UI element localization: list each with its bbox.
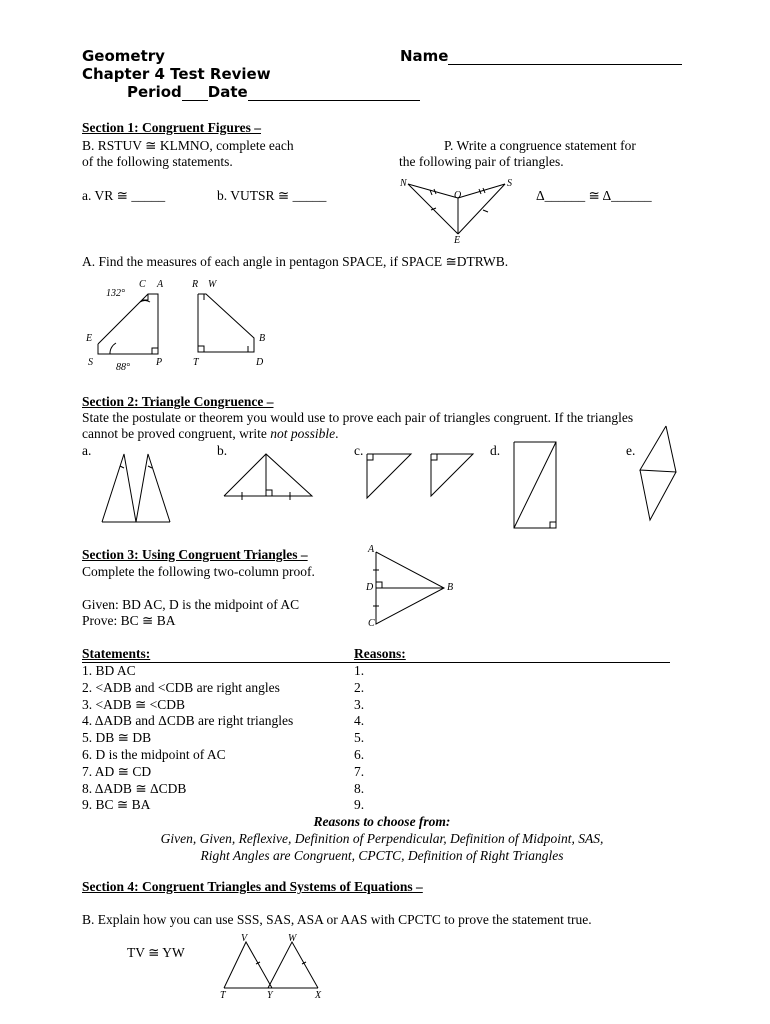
s2-instr-line2-c: . (335, 426, 339, 441)
pentagon-angle-88: 88° (116, 362, 130, 373)
pentagon-label-p: P (156, 357, 163, 368)
reason-1[interactable]: 1. (354, 663, 365, 678)
figure-s2-c (365, 452, 475, 502)
statements-header: Statements: (82, 646, 354, 663)
reason-5[interactable]: 5. (354, 730, 365, 746)
pentagon2-label-w: W (208, 279, 217, 290)
s4-label-v: V (241, 933, 248, 944)
section1-title: Section 1: Congruent Figures – (82, 120, 261, 135)
statement-5: 5. DB ≅ DB (82, 730, 152, 746)
s3-prove: Prove: BC ≅ BA (82, 613, 176, 628)
s2-instr-line2-a: cannot be proved congruent, write (82, 426, 271, 441)
reason-2[interactable]: 2. (354, 679, 365, 695)
pentagon2-label-t: T (193, 357, 199, 368)
s2-label-d: d. (490, 443, 501, 458)
s3-label-b: B (447, 582, 454, 593)
pentagon-label-c: C (139, 279, 146, 290)
statement-1: 1. BD AC (82, 663, 136, 678)
s3-label-a: A (368, 544, 375, 555)
reason-8[interactable]: 8. (354, 780, 365, 796)
statement-4: 4. ΔADB and ΔCDB are right triangles (82, 713, 294, 729)
reasons-choose-title: Reasons to choose from: (313, 814, 451, 829)
period-date-line (127, 83, 420, 101)
s2-instr-line2-b: not possible (270, 426, 336, 441)
figure-pentagon-dtrwb (196, 288, 266, 358)
reason-7[interactable]: 7. (354, 763, 365, 779)
s3-label-c: C (368, 618, 375, 629)
pentagon-label-a: A (157, 279, 164, 290)
reasons-choose-line1: Given, Given, Reflexive, Definition of Perpendicular, Definition of Midpoint, SAS, (160, 831, 604, 846)
s4-label-w: W (288, 933, 297, 944)
figure-s2-b (220, 452, 320, 502)
s2-label-e: e. (626, 443, 636, 458)
statement-8: 8. ΔADB ≅ ΔCDB (82, 780, 187, 796)
s1-b-line1: B. RSTUV ≅ KLMNO, complete each (82, 138, 294, 153)
s1-p-line2: the following pair of triangles. (399, 154, 564, 169)
s1-b-part-b: b. VUTSR ≅ _____ (217, 188, 327, 203)
statement-9: 9. BC ≅ BA (82, 797, 151, 813)
subject-title: Geometry (82, 47, 165, 65)
reasons-header: Reasons: (354, 646, 670, 663)
figure-s2-a (96, 452, 176, 524)
reasons-list (354, 663, 364, 814)
pentagon2-label-d: D (256, 357, 264, 368)
s4-label-t: T (220, 990, 226, 1001)
name-line (400, 47, 682, 65)
s2-instr-line1: State the postulate or theorem you would use to prove each pair of triangles congruent. If the triangles (82, 410, 634, 425)
s1-b-line2: of the following statements. (82, 154, 233, 169)
s4-b-prompt: B. Explain how you can use SSS, SAS, ASA or AAS with CPCTC to prove the statement true. (82, 912, 592, 927)
fig-p-label-e: E (454, 235, 461, 246)
statement-3: 3. <ADB ≅ <CDB (82, 696, 186, 712)
reason-6[interactable]: 6. (354, 746, 365, 762)
date-field[interactable] (248, 86, 420, 101)
s3-label-d: D (366, 582, 374, 593)
s1-a-prompt: A. Find the measures of each angle in pentagon SPACE, if SPACE ≅DTRWB. (82, 254, 509, 269)
section2-title: Section 2: Triangle Congruence – (82, 394, 274, 409)
figure-pentagon-space (90, 282, 180, 362)
s2-label-a: a. (82, 443, 92, 458)
s2-instr-line2 (82, 426, 338, 442)
s2-label-c: c. (354, 443, 364, 458)
s1-p-line1: P. Write a congruence statement for (444, 138, 636, 153)
s1-b-part-a: a. VR ≅ _____ (82, 188, 166, 203)
section4-title: Section 4: Congruent Triangles and Systems of Equations – (82, 879, 423, 894)
chapter-title: Chapter 4 Test Review (82, 65, 271, 83)
s2-label-b: b. (217, 443, 228, 458)
section3-title: Section 3: Using Congruent Triangles – (82, 547, 308, 562)
pentagon-label-e: E (86, 333, 93, 344)
s3-given: Given: BD AC, D is the midpoint of AC (82, 597, 300, 612)
fig-p-label-s: S (507, 178, 512, 189)
reason-9[interactable]: 9. (354, 797, 365, 813)
statement-2: 2. <ADB and <CDB are right angles (82, 679, 280, 695)
s4-label-y: Y (267, 990, 273, 1001)
s4-statement: TV ≅ YW (127, 945, 185, 960)
figure-s2-d (510, 438, 560, 532)
fig-p-label-o: O (454, 190, 462, 201)
reasons-choose-line2: Right Angles are Congruent, CPCTC, Definition of Right Triangles (200, 848, 564, 863)
s4-label-x: X (315, 990, 322, 1001)
pentagon-label-s: S (88, 357, 93, 368)
s3-instr: Complete the following two-column proof. (82, 564, 315, 579)
statement-7: 7. AD ≅ CD (82, 763, 152, 779)
name-field[interactable] (448, 50, 682, 65)
statements-list (82, 663, 293, 814)
name-label: Name (400, 47, 449, 65)
s1-p-answer: Δ______ ≅ Δ______ (536, 188, 652, 203)
fig-p-label-n: N (400, 178, 407, 189)
statement-6: 6. D is the midpoint of AC (82, 746, 226, 762)
pentagon2-label-b: B (259, 333, 266, 344)
reason-3[interactable]: 3. (354, 696, 365, 712)
period-label: Period (127, 83, 182, 101)
figure-s4-triangles (220, 938, 330, 992)
figure-s2-e (636, 424, 680, 522)
date-label: Date (207, 83, 248, 101)
period-field[interactable] (182, 86, 208, 101)
pentagon-angle-132: 132° (106, 288, 125, 299)
pentagon2-label-r: R (192, 279, 199, 290)
reason-4[interactable]: 4. (354, 713, 365, 729)
